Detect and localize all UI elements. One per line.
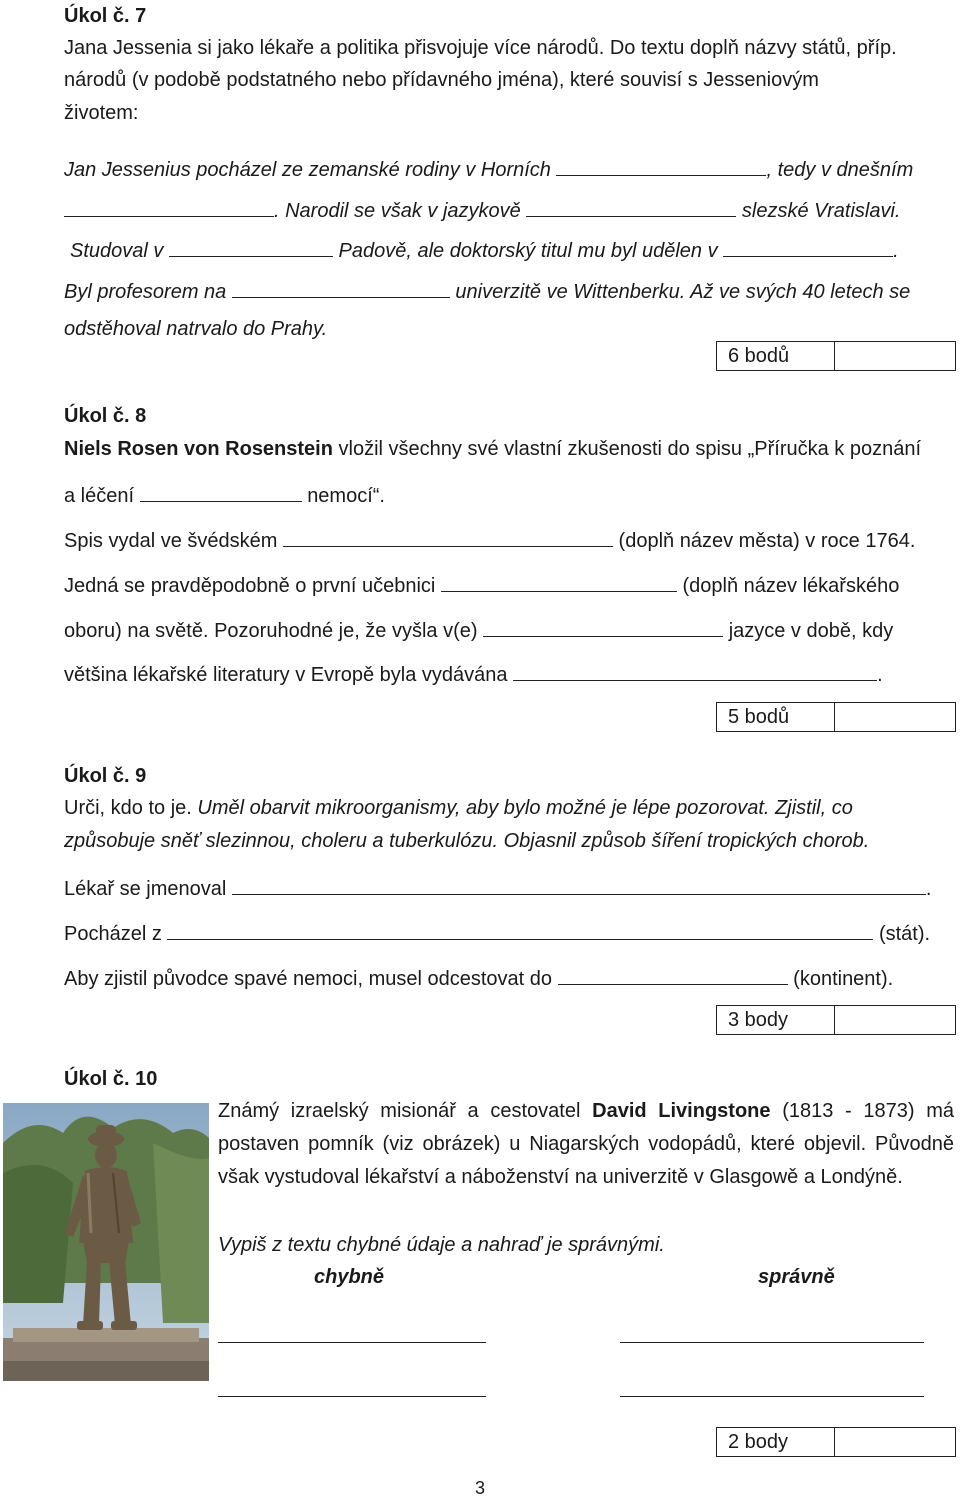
answer-blank[interactable] (513, 660, 877, 681)
task9-clue: Uměl obarvit mikroorganismy, aby bylo možné je lépe pozorovat. Zjistil, co (197, 797, 853, 819)
task7-text: univerzitě ve Wittenberku. Až ve svých 40 letech se (455, 281, 911, 303)
person-name: Niels Rosen von Rosenstein (64, 438, 333, 460)
wrong-answer-line-2[interactable] (218, 1396, 486, 1397)
task9-text: . (925, 878, 932, 900)
answer-blank[interactable] (441, 571, 677, 592)
task8-text: (doplň název města) v roce 1764. (618, 530, 916, 552)
task10-text: Známý izraelský misionář a cestovatel (218, 1100, 581, 1122)
task9-text: Urči, kdo to je. (64, 797, 192, 819)
task8-text: nemocí“. (307, 485, 385, 507)
task9-points-box (716, 1005, 956, 1035)
task10-instruction: Vypiš z textu chybné údaje a nahraď je správnými. (218, 1234, 665, 1256)
task7-text: Jan Jessenius pocházel ze zemanské rodiny v Horních (64, 159, 551, 181)
task7-points-box (716, 341, 956, 371)
person-name: David Livingstone (592, 1100, 771, 1122)
answer-blank[interactable] (483, 616, 723, 637)
column-header-wrong: chybně (314, 1266, 385, 1288)
task8-text: (doplň název lékařského (682, 575, 900, 597)
task8-text: a léčení (64, 485, 135, 507)
correct-answer-line-1[interactable] (620, 1342, 924, 1343)
task9-text: (kontinent). (793, 968, 894, 990)
task8-line1 (64, 437, 921, 461)
task9-heading: Úkol č. 9 (64, 765, 147, 787)
task7-text: Byl profesorem na (64, 281, 227, 303)
task10-points-box (716, 1427, 956, 1457)
livingstone-statue-image (3, 1103, 209, 1381)
task8-line5 (64, 616, 893, 643)
answer-blank[interactable] (232, 874, 926, 895)
answer-blank[interactable] (723, 236, 893, 257)
task8-text: oboru) na světě. Pozoruhodné je, že vyšla v(e) (64, 620, 478, 642)
task8-line3 (64, 526, 915, 553)
task9-text: (stát). (878, 923, 931, 945)
task8-heading: Úkol č. 8 (64, 405, 147, 427)
task7-heading: Úkol č. 7 (64, 5, 147, 27)
task8-text: většina lékařské literatury v Evropě byla vydávána (64, 664, 508, 686)
answer-blank[interactable] (167, 919, 873, 940)
answer-blank[interactable] (526, 196, 736, 217)
task7-line1 (64, 155, 913, 182)
column-header-correct: správně (758, 1266, 835, 1288)
answer-blank[interactable] (283, 526, 613, 547)
task9-line5 (64, 964, 893, 991)
task7-text: , tedy v dnešním (766, 159, 914, 181)
points-score-cell[interactable] (835, 1428, 955, 1456)
answer-blank[interactable] (140, 481, 302, 502)
correct-answer-line-2[interactable] (620, 1396, 924, 1397)
task10-text: (1813 - 1873) má postaven pomník (viz obrázek) u Niagarských vodopádů, které objevil. Původně však vystudoval lékařství a náboženství na univerzitě v Glasgowě a Londýně. (218, 1100, 955, 1188)
task9-line2: způsobuje sněť slezinnou, choleru a tuberkulózu. Objasnil způsob šíření tropických chorob. (64, 830, 870, 852)
task7-intro-line2: národů (v podobě podstatného nebo přídavného jména), které souvisí s Jesseniovým (64, 69, 819, 91)
task10-heading: Úkol č. 10 (64, 1068, 158, 1090)
answer-blank[interactable] (169, 236, 333, 257)
task8-line6 (64, 660, 883, 687)
points-label: 3 body (717, 1006, 835, 1034)
task7-text: Studoval v (70, 240, 164, 262)
task7-text: . (893, 240, 899, 262)
page-number: 3 (474, 1478, 485, 1498)
task9-line4 (64, 919, 930, 946)
task8-text: vložil všechny své vlastní zkušenosti do spisu „Příručka k poznání (338, 438, 922, 460)
points-score-cell[interactable] (835, 1006, 955, 1034)
task9-line1 (64, 796, 853, 820)
points-label: 5 bodů (717, 703, 835, 731)
task8-line2 (64, 481, 385, 508)
task8-text: Spis vydal ve švédském (64, 530, 278, 552)
task7-text: . Narodil se však v jazykově (274, 200, 521, 222)
answer-blank[interactable] (232, 277, 450, 298)
answer-blank[interactable] (64, 196, 274, 217)
task7-intro-line1: Jana Jessenia si jako lékaře a politika přisvojuje více národů. Do textu doplň názvy států, příp. (64, 37, 897, 59)
wrong-answer-line-1[interactable] (218, 1342, 486, 1343)
task8-line4 (64, 571, 899, 598)
task9-text: Lékař se jmenoval (64, 878, 227, 900)
task8-text: jazyce v době, kdy (728, 620, 894, 642)
points-score-cell[interactable] (835, 703, 955, 731)
task7-text: slezské Vratislavi. (741, 200, 901, 222)
task7-line3 (70, 236, 899, 263)
points-label: 2 body (717, 1428, 835, 1456)
task8-text: . (877, 664, 883, 686)
task7-intro-line3: životem: (64, 102, 139, 124)
answer-blank[interactable] (556, 155, 766, 176)
task10-paragraph (218, 1095, 954, 1194)
points-label: 6 bodů (717, 342, 835, 370)
task7-line2 (64, 196, 900, 223)
task7-line5: odstěhoval natrvalo do Prahy. (64, 318, 328, 340)
task8-text: Jedná se pravděpodobně o první učebnici (64, 575, 436, 597)
task9-text: Aby zjistil původce spavé nemoci, musel odcestovat do (64, 968, 553, 990)
task7-text: Padově, ale doktorský titul mu byl udělen v (338, 240, 718, 262)
task8-points-box (716, 702, 956, 732)
answer-blank[interactable] (558, 964, 788, 985)
task7-line4 (64, 277, 910, 304)
points-score-cell[interactable] (835, 342, 955, 370)
task9-text: Pocházel z (64, 923, 162, 945)
task9-line3 (64, 874, 931, 901)
